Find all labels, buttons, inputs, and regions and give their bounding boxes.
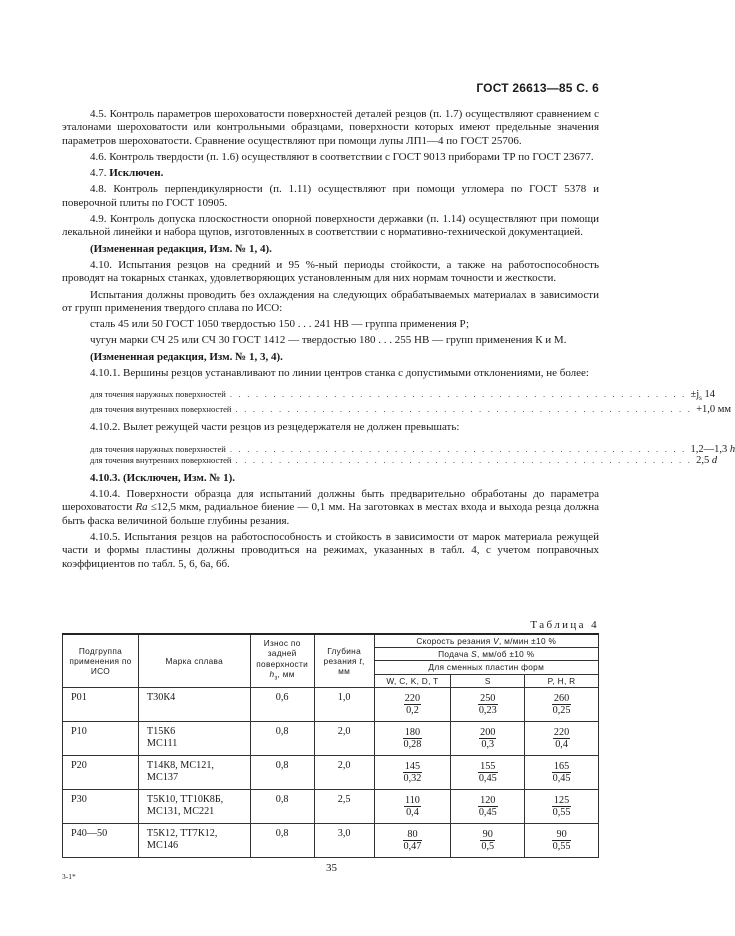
cell-speed-feed-3: $\frac{220}{0,4}$ <box>525 721 599 755</box>
header-flank-wear: Износ по задней поверхности $h_з$, мм <box>250 634 314 687</box>
cell-speed-feed-3: $\frac{90}{0,55}$ <box>525 823 599 857</box>
table-row <box>63 721 599 755</box>
paragraph-4-6: 4.6. Контроль твердости (п. 1.6) осуществляют в соответствии с ГОСТ 9013 приборами ТР по ГОСТ 23677. <box>90 150 594 163</box>
cell-flank-wear: 0,8 <box>250 721 314 755</box>
cutting-modes-table <box>62 633 599 858</box>
header-insert-forms: Для сменных пластин форм <box>374 661 598 674</box>
overhang-outer-label: для точения наружных поверхностей <box>90 443 226 454</box>
header-form-wckdt: W, C, K, D, T <box>374 674 451 687</box>
cell-speed-feed-1: $\frac{80}{0,47}$ <box>374 823 451 857</box>
cell-alloy-grade: Т30К4 <box>138 687 250 721</box>
tolerance-inner-label: для точения внутренних поверхностей <box>90 404 232 415</box>
page-number: 35 <box>326 862 337 874</box>
page-header: ГОСТ 26613—85 С. 6 <box>476 81 599 95</box>
overhang-inner-row: для точения внутренних поверхностей . . . . . . . . . . . . . . . . . . . . . . . . . . . . . . . . . . . . . . . . . . . . . . . . . . . . . 2,5 d <box>90 454 718 466</box>
cell-flank-wear: 0,8 <box>250 755 314 789</box>
footer-signature-mark: 3-1* <box>62 872 76 881</box>
header-alloy-grade: Марка сплава <box>138 634 250 687</box>
tolerance-outer-label: для точения наружных поверхностей <box>90 389 226 400</box>
cell-cut-depth: 2,5 <box>314 789 374 823</box>
table-row <box>63 687 599 721</box>
cell-iso-group: P40—50 <box>63 823 139 857</box>
table-caption: Таблица 4 <box>530 619 599 631</box>
cell-speed-feed-2: $\frac{250}{0,23}$ <box>451 687 525 721</box>
cell-iso-group: P20 <box>63 755 139 789</box>
header-feed: Подача S, мм/об ±10 % <box>374 648 598 661</box>
cell-iso-group: P01 <box>63 687 139 721</box>
cell-speed-feed-1: $\frac{145}{0,32}$ <box>374 755 451 789</box>
paragraph-4-10-materials: Испытания должны проводить без охлаждения на следующих обрабатываемых материалах в зависимости от групп применения твердого сплава по ИСО: <box>62 288 599 314</box>
header-iso-group: Подгруппа применения по ИСО <box>63 634 139 687</box>
paragraph-4-7-number: 4.7. <box>90 167 110 180</box>
material-cast-iron: чугун марки СЧ 25 или СЧ 30 ГОСТ 1412 — твердостью 180 . . . 255 НВ — групп применения К и М. <box>90 334 567 347</box>
overhang-outer-value: 1,2—1,3 h <box>690 443 735 455</box>
table-row <box>63 789 599 823</box>
tolerance-inner-value: +1,0 мм <box>696 404 732 416</box>
paragraph-4-10-3: 4.10.3. (Исключен, Изм. № 1). <box>90 471 236 484</box>
cell-iso-group: P30 <box>63 789 139 823</box>
document-body <box>62 108 735 574</box>
paragraph-4-9: 4.9. Контроль допуска плоскостности опорной поверхности державки (п. 1.14) осуществляют при помощи лекальной линейки и набора щупов, изготовленных в соответствии с нормативно-технической документацией. <box>62 213 599 239</box>
paragraph-4-7 <box>62 167 599 180</box>
cell-speed-feed-1: $\frac{180}{0,28}$ <box>374 721 451 755</box>
overhang-inner-value: 2,5 d <box>696 454 718 466</box>
paragraph-4-10-4: 4.10.4. Поверхности образца для испытаний должны быть предварительно обработаны до параметра шероховатости Ra ≤12,5 мкм, радиальное биение — 0,1 мм. На заготовках в местах входа и выхода резца должна быть фаска величиной больше глубины резания. <box>62 488 599 527</box>
paragraph-4-10: 4.10. Испытания резцов на средний и 95 %-ный периоды стойкости, а также на работоспособность проводят на токарных станках, удовлетворяющих установленным для них нормам точности и жесткости. <box>62 258 599 285</box>
cell-speed-feed-3: $\frac{260}{0,25}$ <box>525 687 599 721</box>
paragraph-4-10-5: 4.10.5. Испытания резцов на работоспособность и стойкость в зависимости от марок материала режущей части и формы пластины должны проводиться на режимах, указанных в табл. 4, с учетом поправочных коэффициентов по табл. 5, 6, 6а, 6б. <box>62 530 599 570</box>
tolerance-inner-row: для точения внутренних поверхностей . . . . . . . . . . . . . . . . . . . . . . . . . . . . . . . . . . . . . . . . . . . . . . . . . . . . . +1,0 мм <box>90 404 732 416</box>
cell-alloy-grade: Т5К12, ТТ7К12, МС146 <box>138 823 250 857</box>
tolerance-outer-row: для точения наружных поверхностей . . . . . . . . . . . . . . . . . . . . . . . . . . . . . . . . . . . . . . . . . . . . . . . . . . . . . $\pm j_s$ 14 <box>90 389 715 403</box>
header-form-phr: P, H, R <box>525 674 599 687</box>
paragraph-4-5: 4.5. Контроль параметров шероховатости поверхностей деталей резцов (п. 1.7) осуществляют сравнением с эталонами шероховатости или контрольными образцами, поверхности которых имеют предельные значения параметров шероховатости. Сравнение осуществляют при помощи лупы ЛП1—4 по ГОСТ 25706. <box>62 108 599 147</box>
amendment-note-1: (Измененная редакция, Изм. № 1, 4). <box>90 242 272 255</box>
cell-speed-feed-3: $\frac{125}{0,55}$ <box>525 789 599 823</box>
cell-speed-feed-2: $\frac{200}{0,3}$ <box>451 721 525 755</box>
cell-alloy-grade: Т15К6 МС111 <box>138 721 250 755</box>
amendment-note-2: (Измененная редакция, Изм. № 1, 3, 4). <box>90 350 283 363</box>
cell-flank-wear: 0,8 <box>250 789 314 823</box>
header-cut-depth: Глубина резания t, мм <box>314 634 374 687</box>
table-row <box>63 755 599 789</box>
cell-alloy-grade: Т5К10, ТТ10К8Б, МС131, МС221 <box>138 789 250 823</box>
overhang-inner-label: для точения внутренних поверхностей <box>90 454 232 465</box>
cell-speed-feed-2: $\frac{90}{0,5}$ <box>451 823 525 857</box>
cell-cut-depth: 1,0 <box>314 687 374 721</box>
cell-cut-depth: 2,0 <box>314 721 374 755</box>
paragraph-4-10-2: 4.10.2. Вылет режущей части резцов из резцедержателя не должен превышать: <box>90 421 460 434</box>
cell-flank-wear: 0,6 <box>250 687 314 721</box>
header-form-s: S <box>451 674 525 687</box>
cell-iso-group: P10 <box>63 721 139 755</box>
cell-speed-feed-3: $\frac{165}{0,45}$ <box>525 755 599 789</box>
paragraph-4-10-1: 4.10.1. Вершины резцов устанавливают по линии центров станка с допустимыми отклонениями, не более: <box>90 367 589 380</box>
cell-cut-depth: 3,0 <box>314 823 374 857</box>
table-row <box>63 823 599 857</box>
cell-speed-feed-2: $\frac{155}{0,45}$ <box>451 755 525 789</box>
paragraph-4-8: 4.8. Контроль перпендикулярности (п. 1.11) осуществляют при помощи угломера по ГОСТ 5378 и поверочной плиты по ГОСТ 10905. <box>62 183 599 209</box>
cell-speed-feed-1: $\frac{110}{0,4}$ <box>374 789 451 823</box>
cell-speed-feed-1: $\frac{220}{0,2}$ <box>374 687 451 721</box>
paragraph-4-7-excluded: Исключен. <box>109 167 164 180</box>
cell-alloy-grade: Т14К8, МС121, МС137 <box>138 755 250 789</box>
cell-speed-feed-2: $\frac{120}{0,45}$ <box>451 789 525 823</box>
tolerance-outer-value: $\pm j_s$ 14 <box>690 389 715 403</box>
cell-cut-depth: 2,0 <box>314 755 374 789</box>
header-cutting-speed: Скорость резания V, м/мин ±10 % <box>374 634 598 648</box>
cell-flank-wear: 0,8 <box>250 823 314 857</box>
overhang-outer-row: для точения наружных поверхностей . . . . . . . . . . . . . . . . . . . . . . . . . . . . . . . . . . . . . . . . . . . . . . . . . . . . . 1,2—1,3 h <box>90 443 735 455</box>
material-steel: сталь 45 или 50 ГОСТ 1050 твердостью 150 . . . 241 НВ — группа применения Р; <box>90 318 470 331</box>
